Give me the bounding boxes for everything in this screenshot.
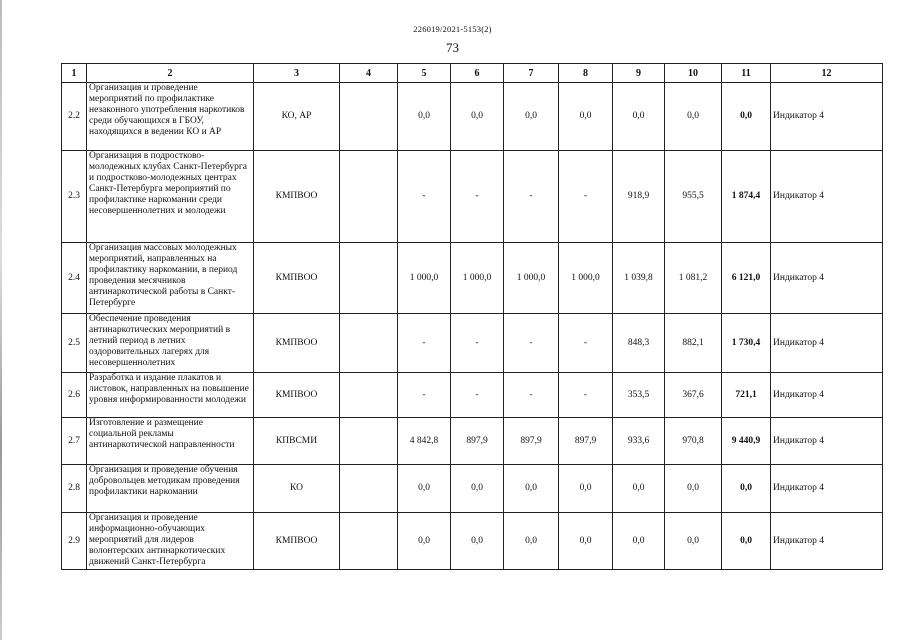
value-cell: - (398, 314, 451, 373)
indicator-cell: Индикатор 4 (771, 418, 883, 465)
row-number: 2.4 (62, 243, 87, 314)
executor: КМПВОО (254, 513, 340, 570)
value-cell: 1 000,0 (398, 243, 451, 314)
total-cell: 6 121,0 (722, 243, 771, 314)
value-cell: 0,0 (559, 83, 613, 151)
indicator-cell: Индикатор 4 (771, 314, 883, 373)
activity-name: Изготовление и размещение социальной рекламы антинаркотической направленности (87, 418, 254, 465)
row-number: 2.5 (62, 314, 87, 373)
indicator-cell: Индикатор 4 (771, 83, 883, 151)
col4-cell (340, 418, 398, 465)
col-header: 1 (62, 64, 87, 83)
value-cell: 848,3 (613, 314, 665, 373)
col-header: 3 (254, 64, 340, 83)
executor: КМПВОО (254, 314, 340, 373)
executor: КО (254, 465, 340, 513)
value-cell: 0,0 (665, 465, 722, 513)
table-row (62, 314, 883, 373)
table-row (62, 373, 883, 418)
value-cell: 1 000,0 (559, 243, 613, 314)
activity-name: Обеспечение проведения антинаркотических мероприятий в летний период в летних оздоровительных лагерях для несовершеннолетних (87, 314, 254, 373)
value-cell: 0,0 (398, 513, 451, 570)
value-cell: 882,1 (665, 314, 722, 373)
activity-name: Организация и проведение мероприятий по профилактике незаконного употребления наркотиков среди обучающихся в ГБОУ, находящихся в ведении КО и АР (87, 83, 254, 151)
value-cell: 0,0 (398, 465, 451, 513)
value-cell: 4 842,8 (398, 418, 451, 465)
value-cell: 0,0 (613, 513, 665, 570)
activity-name: Организация и проведение обучения добровольцев методикам проведения профилактики наркомании (87, 465, 254, 513)
executor: КМПВОО (254, 373, 340, 418)
program-table (61, 63, 883, 570)
value-cell: 897,9 (504, 418, 559, 465)
value-cell: - (504, 373, 559, 418)
col4-cell (340, 243, 398, 314)
col-header: 8 (559, 64, 613, 83)
indicator-cell: Индикатор 4 (771, 513, 883, 570)
value-cell: 353,5 (613, 373, 665, 418)
row-number: 2.8 (62, 465, 87, 513)
value-cell: 0,0 (504, 465, 559, 513)
value-cell: 0,0 (665, 83, 722, 151)
table-row (62, 465, 883, 513)
value-cell: - (504, 151, 559, 243)
value-cell: 0,0 (451, 513, 504, 570)
col4-cell (340, 83, 398, 151)
value-cell: 0,0 (665, 513, 722, 570)
value-cell: - (451, 373, 504, 418)
executor: КО, АР (254, 83, 340, 151)
indicator-cell: Индикатор 4 (771, 373, 883, 418)
col-header: 6 (451, 64, 504, 83)
col-header: 2 (87, 64, 254, 83)
table-row (62, 513, 883, 570)
table-row (62, 151, 883, 243)
col4-cell (340, 513, 398, 570)
row-number: 2.9 (62, 513, 87, 570)
document-id: 226019/2021-5153(2) (413, 24, 492, 34)
value-cell: 0,0 (613, 465, 665, 513)
table-row (62, 418, 883, 465)
value-cell: 367,6 (665, 373, 722, 418)
table-row (62, 83, 883, 151)
value-cell: - (451, 151, 504, 243)
value-cell: 0,0 (398, 83, 451, 151)
value-cell: 0,0 (559, 513, 613, 570)
value-cell: - (559, 373, 613, 418)
value-cell: 1 039,8 (613, 243, 665, 314)
activity-name: Организация и проведение информационно-обучающих мероприятий для лидеров волонтерских антинаркотических движений Санкт-Петербурга (87, 513, 254, 570)
executor: КМПВОО (254, 151, 340, 243)
header-row (62, 64, 883, 83)
col-header: 7 (504, 64, 559, 83)
col4-cell (340, 373, 398, 418)
executor: КМПВОО (254, 243, 340, 314)
value-cell: 0,0 (613, 83, 665, 151)
col-header: 12 (771, 64, 883, 83)
total-cell: 0,0 (722, 513, 771, 570)
col-header: 10 (665, 64, 722, 83)
total-cell: 1 874,4 (722, 151, 771, 243)
page-number: 73 (446, 40, 459, 55)
value-cell: 918,9 (613, 151, 665, 243)
value-cell: - (398, 151, 451, 243)
indicator-cell: Индикатор 4 (771, 465, 883, 513)
value-cell: 0,0 (451, 465, 504, 513)
scan-edge (0, 0, 2, 640)
value-cell: 0,0 (451, 83, 504, 151)
col4-cell (340, 465, 398, 513)
value-cell: - (451, 314, 504, 373)
total-cell: 0,0 (722, 465, 771, 513)
col4-cell (340, 151, 398, 243)
value-cell: 933,6 (613, 418, 665, 465)
row-number: 2.3 (62, 151, 87, 243)
row-number: 2.2 (62, 83, 87, 151)
value-cell: - (559, 151, 613, 243)
col-header: 4 (340, 64, 398, 83)
total-cell: 721,1 (722, 373, 771, 418)
value-cell: 0,0 (504, 83, 559, 151)
col-header: 5 (398, 64, 451, 83)
value-cell: - (559, 314, 613, 373)
indicator-cell: Индикатор 4 (771, 151, 883, 243)
total-cell: 9 440,9 (722, 418, 771, 465)
col-header: 11 (722, 64, 771, 83)
value-cell: 897,9 (559, 418, 613, 465)
value-cell: 0,0 (559, 465, 613, 513)
row-number: 2.6 (62, 373, 87, 418)
value-cell: 0,0 (504, 513, 559, 570)
value-cell: 1 000,0 (504, 243, 559, 314)
col-header: 9 (613, 64, 665, 83)
indicator-cell: Индикатор 4 (771, 243, 883, 314)
value-cell: - (504, 314, 559, 373)
executor: КПВСМИ (254, 418, 340, 465)
row-number: 2.7 (62, 418, 87, 465)
value-cell: 970,8 (665, 418, 722, 465)
total-cell: 0,0 (722, 83, 771, 151)
value-cell: 1 000,0 (451, 243, 504, 314)
value-cell: 1 081,2 (665, 243, 722, 314)
activity-name: Организация массовых молодежных мероприятий, направленных на профилактику наркомании, в период проведения месячников антинаркотической работы в Санкт-Петербурге (87, 243, 254, 314)
value-cell: 955,5 (665, 151, 722, 243)
total-cell: 1 730,4 (722, 314, 771, 373)
value-cell: - (398, 373, 451, 418)
table-row (62, 243, 883, 314)
value-cell: 897,9 (451, 418, 504, 465)
activity-name: Разработка и издание плакатов и листовок, направленных на повышение уровня информированности молодежи (87, 373, 254, 418)
col4-cell (340, 314, 398, 373)
activity-name: Организация в подростково-молодежных клубах Санкт-Петербурга и подростково-молодежных центрах Санкт-Петербурга мероприятий по профилактике наркомании среди несовершеннолетних и молодежи (87, 151, 254, 243)
